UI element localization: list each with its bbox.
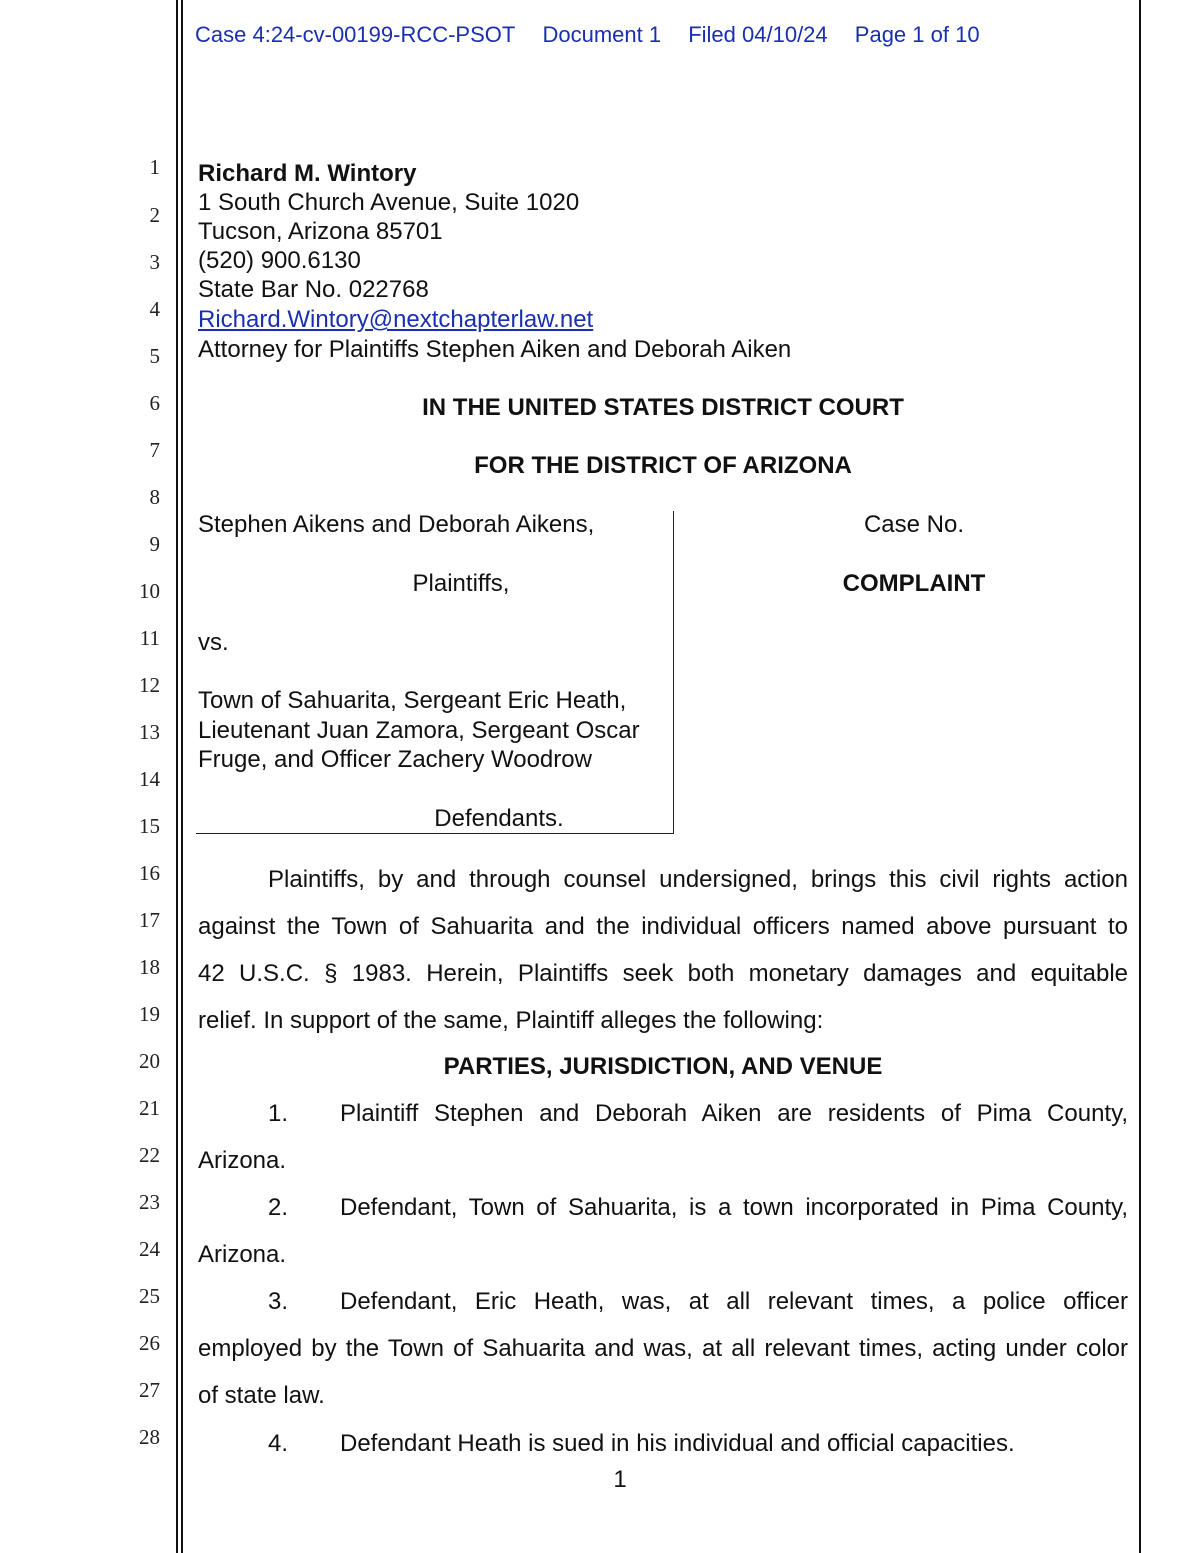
line-number: 21 (139, 1096, 160, 1120)
line-number: 14 (139, 767, 160, 791)
paragraph-1-line-2: Arizona. (198, 1147, 287, 1174)
attorney-email-link[interactable]: Richard.Wintory@nextchapterlaw.net (198, 306, 594, 333)
paragraph-3-line-2: employed by the Town of Sahuarita and was, at all relevant times, acting under color (198, 1335, 1128, 1362)
line-number: 22 (139, 1143, 160, 1167)
paragraph-3-line-3: of state law. (198, 1382, 325, 1409)
ecf-header (195, 22, 1001, 48)
court-name: IN THE UNITED STATES DISTRICT COURT (422, 394, 904, 421)
caption-vs: vs. (198, 629, 229, 656)
line-number: 24 (139, 1237, 160, 1261)
paragraph-number: 4. (268, 1430, 289, 1457)
line-number: 18 (139, 955, 160, 979)
paragraph-1-line-1 (198, 1099, 1128, 1128)
paragraph-2-line-1 (198, 1193, 1128, 1222)
right-margin-rule (1139, 0, 1141, 1553)
caption-defendants-1: Town of Sahuarita, Sergeant Eric Heath, (198, 687, 627, 714)
filed-date: Filed 04/10/24 (688, 22, 828, 47)
page-count: Page 1 of 10 (854, 22, 980, 47)
attorney-name: Richard M. Wintory (198, 160, 417, 187)
caption-plaintiffs-label: Plaintiffs, (412, 570, 510, 597)
line-number: 5 (149, 344, 160, 368)
intro-line-2: against the Town of Sahuarita and the individual officers named above pursuant to (198, 913, 1128, 940)
line-number: 12 (139, 673, 160, 697)
intro-line-3: 42 U.S.C. § 1983. Herein, Plaintiffs seek both monetary damages and equitable (198, 960, 1128, 987)
line-number: 11 (139, 626, 160, 650)
line-number: 4 (149, 297, 160, 321)
page-number: 1 (613, 1466, 627, 1493)
caption-defendants-3: Fruge, and Officer Zachery Woodrow (198, 746, 592, 773)
line-number: 8 (149, 485, 160, 509)
line-number: 15 (139, 814, 160, 838)
line-number: 10 (139, 579, 160, 603)
line-number: 9 (149, 532, 160, 556)
case-number: Case 4:24-cv-00199-RCC-PSOT (195, 22, 516, 47)
case-no-label: Case No. (863, 511, 965, 538)
intro-line-4: relief. In support of the same, Plaintiff alleges the following: (198, 1007, 824, 1034)
paragraph-number: 3. (268, 1288, 289, 1315)
line-number: 23 (139, 1190, 160, 1214)
line-number: 16 (139, 861, 160, 885)
line-number: 19 (139, 1002, 160, 1026)
section-heading: PARTIES, JURISDICTION, AND VENUE (443, 1053, 883, 1080)
left-margin-rule (176, 0, 178, 1553)
line-number: 7 (149, 438, 160, 462)
attorney-address-1: 1 South Church Avenue, Suite 1020 (198, 189, 580, 216)
line-number: 20 (139, 1049, 160, 1073)
attorney-role: Attorney for Plaintiffs Stephen Aiken and Deborah Aiken (198, 336, 792, 363)
paragraph-3-line-1 (198, 1287, 1128, 1316)
attorney-phone: (520) 900.6130 (198, 247, 361, 274)
paragraph-number: 1. (268, 1100, 289, 1127)
paragraph-text: Defendant, Town of Sahuarita, is a town incorporated in Pima County, (340, 1194, 1128, 1221)
paragraph-2-line-2: Arizona. (198, 1241, 287, 1268)
left-margin-rule-inner (181, 0, 183, 1553)
line-number: 1 (149, 155, 160, 179)
caption-plaintiffs: Stephen Aikens and Deborah Aikens, (198, 511, 595, 538)
caption-defendants-label: Defendants. (434, 805, 564, 832)
paragraph-number: 2. (268, 1194, 289, 1221)
paragraph-4-line-1 (198, 1429, 1128, 1458)
line-number: 3 (149, 250, 160, 274)
document-type: COMPLAINT (842, 570, 986, 597)
line-number: 28 (139, 1425, 160, 1449)
caption-bottom-rule (196, 833, 674, 834)
line-number: 13 (139, 720, 160, 744)
attorney-bar-number: State Bar No. 022768 (198, 276, 429, 303)
court-district: FOR THE DISTRICT OF ARIZONA (474, 452, 852, 479)
paragraph-text: Defendant Heath is sued in his individual and official capacities. (340, 1430, 1015, 1457)
paragraph-text: Plaintiff Stephen and Deborah Aiken are residents of Pima County, (340, 1100, 1128, 1127)
caption-defendants-2: Lieutenant Juan Zamora, Sergeant Oscar (198, 717, 640, 744)
line-number: 2 (149, 203, 160, 227)
attorney-address-2: Tucson, Arizona 85701 (198, 218, 443, 245)
line-number: 17 (139, 908, 160, 932)
paragraph-text: Defendant, Eric Heath, was, at all relevant times, a police officer (340, 1288, 1128, 1315)
line-number: 25 (139, 1284, 160, 1308)
intro-line-1: Plaintiffs, by and through counsel undersigned, brings this civil rights action (268, 866, 1128, 893)
line-number: 6 (149, 391, 160, 415)
document-number: Document 1 (542, 22, 662, 47)
caption-divider (673, 511, 674, 834)
line-number: 27 (139, 1378, 160, 1402)
line-number: 26 (139, 1331, 160, 1355)
